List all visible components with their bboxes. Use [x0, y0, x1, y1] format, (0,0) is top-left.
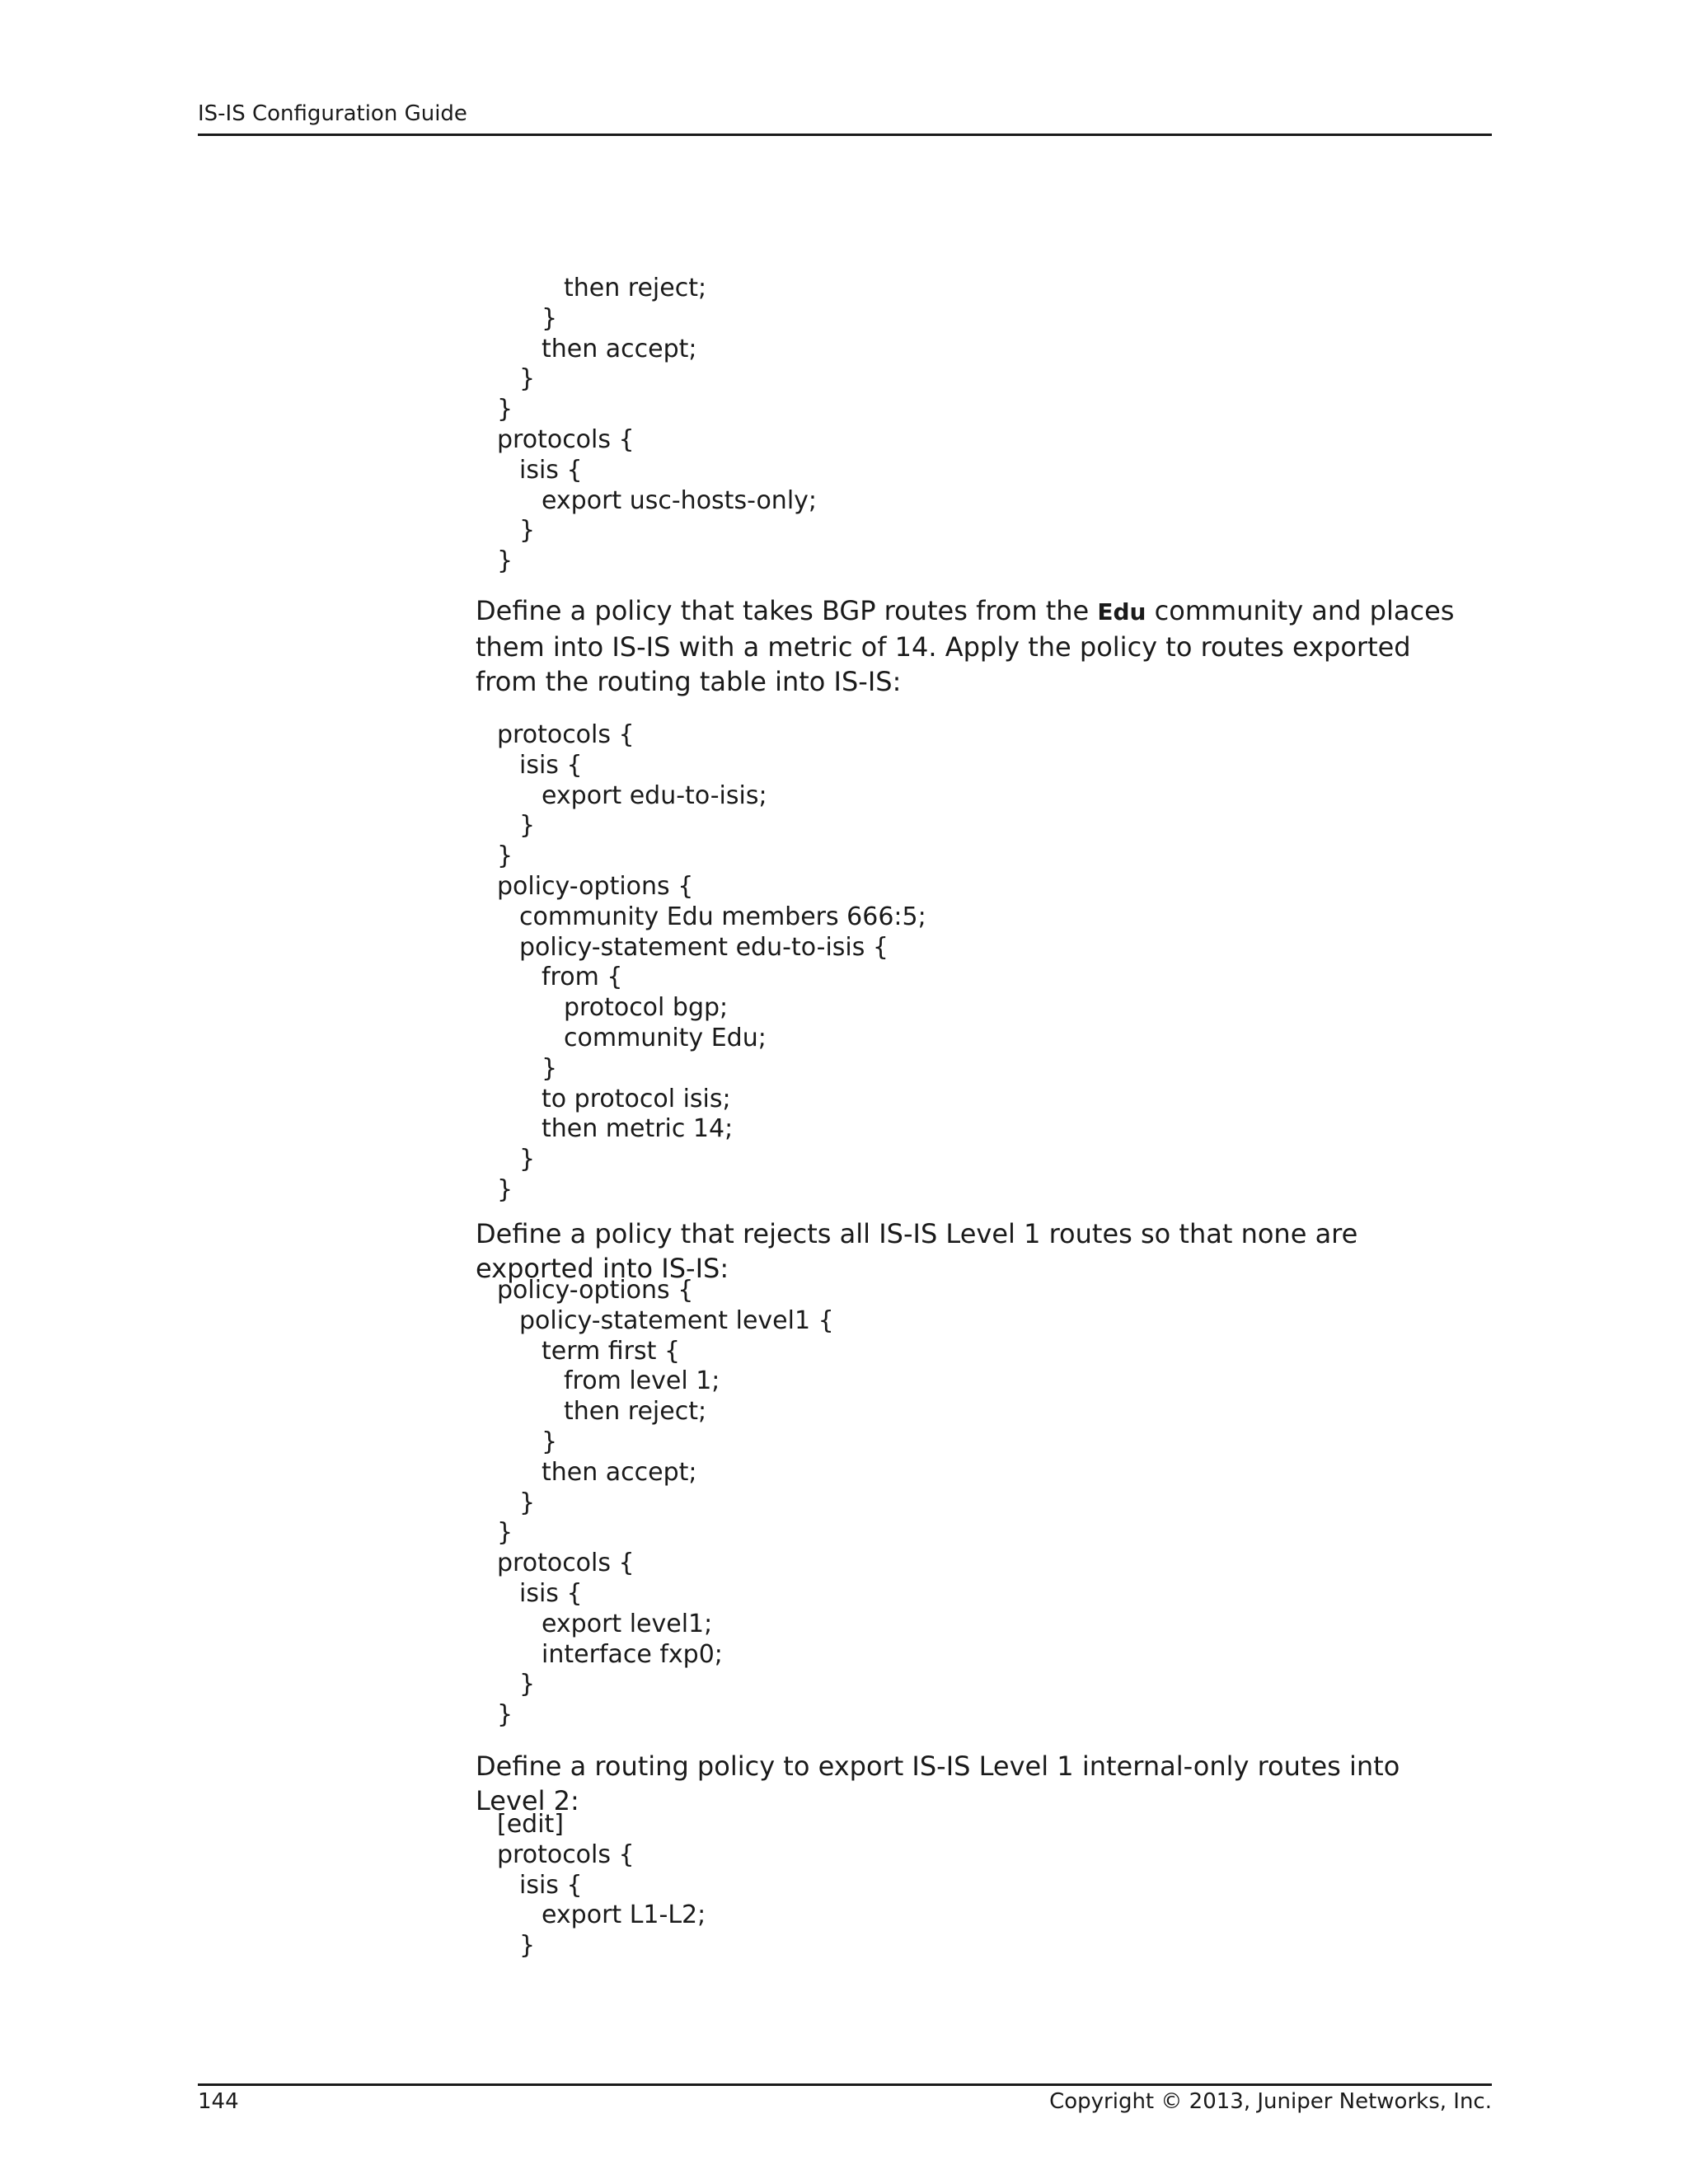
code-line: [edit]	[497, 1810, 565, 1839]
header-rule	[198, 134, 1492, 136]
code-line: }	[497, 1174, 513, 1204]
community-name: Edu	[1097, 598, 1146, 626]
code-line: then metric 14;	[542, 1114, 734, 1144]
code-line: protocols {	[497, 720, 635, 749]
paragraph-3	[476, 1749, 1470, 1818]
code-line: }	[519, 516, 536, 546]
code-line: }	[519, 1488, 536, 1517]
code-block-1	[497, 274, 1470, 577]
code-line: protocols {	[497, 424, 635, 454]
code-line: }	[497, 395, 513, 424]
footer-rule	[198, 2083, 1492, 2086]
code-block-2	[497, 720, 1470, 1206]
code-line: policy-options {	[497, 871, 694, 901]
code-line: }	[497, 546, 513, 576]
code-line: }	[519, 364, 536, 394]
page-number: 144	[198, 2089, 239, 2114]
code-line: }	[542, 1427, 558, 1456]
code-line: policy-statement edu-to-isis {	[519, 932, 889, 962]
code-line: }	[519, 1145, 536, 1174]
code-line: }	[519, 811, 536, 841]
code-line: }	[497, 1700, 513, 1730]
code-line: }	[497, 841, 513, 871]
code-line: isis {	[519, 1870, 583, 1900]
code-line: export edu-to-isis;	[542, 780, 767, 810]
paragraph-text: Define a policy that rejects all IS-IS Level 1 routes so that none are exported into IS-IS:	[476, 1218, 1358, 1284]
code-line: from {	[542, 963, 623, 992]
code-line: policy-options {	[497, 1276, 694, 1305]
code-block-3	[497, 1276, 1470, 1731]
code-line: isis {	[519, 750, 583, 780]
copyright-notice: Copyright © 2013, Juniper Networks, Inc.	[1049, 2089, 1492, 2114]
code-line: from level 1;	[564, 1366, 720, 1396]
paragraph-text: Define a policy that takes BGP routes from the	[476, 595, 1098, 626]
code-line: term first {	[542, 1336, 681, 1366]
code-line: isis {	[519, 455, 583, 485]
code-line: export usc-hosts-only;	[542, 485, 818, 515]
code-line: protocols {	[497, 1549, 635, 1578]
code-block-4	[497, 1810, 1470, 1961]
code-line: protocol bgp;	[564, 993, 729, 1023]
code-line: community Edu members 666:5;	[519, 902, 926, 931]
code-line: to protocol isis;	[542, 1084, 731, 1113]
code-line: protocols {	[497, 1840, 635, 1869]
paragraph-text: Define a routing policy to export IS-IS Level 1 internal-only routes into Level 2:	[476, 1750, 1400, 1816]
code-line: policy-statement level1 {	[519, 1305, 834, 1335]
code-line: then accept;	[542, 334, 697, 363]
code-line: }	[542, 1053, 558, 1083]
running-header: IS-IS Configuration Guide	[198, 101, 467, 126]
paragraph-1	[476, 593, 1470, 699]
code-line: community Edu;	[564, 1023, 767, 1052]
code-line: }	[497, 1518, 513, 1548]
code-line: export level1;	[542, 1609, 713, 1638]
code-line: }	[519, 1931, 536, 1961]
code-line: then reject;	[564, 1397, 707, 1427]
code-line: interface fxp0;	[542, 1639, 723, 1669]
code-line: then accept;	[542, 1457, 697, 1487]
code-line: then reject;	[564, 274, 707, 302]
code-line: isis {	[519, 1578, 583, 1608]
code-line: }	[542, 303, 558, 333]
code-line: export L1-L2;	[542, 1900, 706, 1930]
code-line: }	[519, 1670, 536, 1699]
paragraph-text: community and places them into IS-IS with a metric of 14. Apply the policy to routes exported from the routing table into IS-IS:	[476, 595, 1455, 697]
